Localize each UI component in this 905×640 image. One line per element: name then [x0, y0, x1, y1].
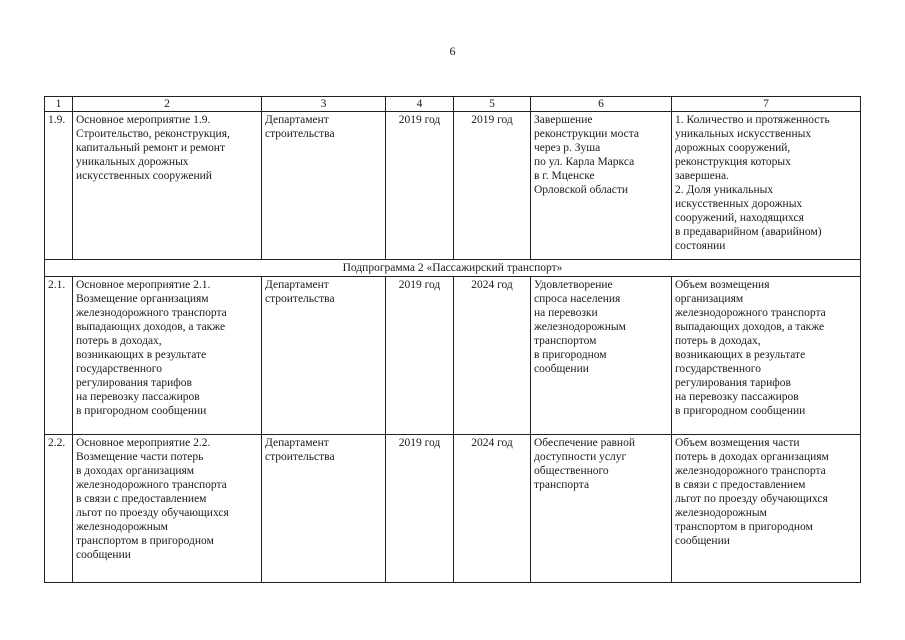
header-cell: 4 — [386, 97, 454, 112]
end-year: 2019 год — [454, 112, 531, 260]
subprogram-title: Подпрограмма 2 «Пассажирский транспорт» — [45, 260, 861, 277]
events-table — [44, 96, 861, 583]
header-cell: 3 — [262, 97, 386, 112]
table-row — [45, 277, 861, 435]
responsible-department: Департамент строительства — [262, 112, 386, 260]
event-name: Основное мероприятие 1.9. Строительство, реконструкция, капитальный ремонт и ремонт уникальных дорожных искусственных сооружений — [73, 112, 262, 260]
end-year: 2024 год — [454, 277, 531, 435]
indicator: Объем возмещения части потерь в доходах организациям железнодорожного транспорта в связи с предоставлением льгот по проезду обучающихся железнодорожным транспортом в пригородном сообщении — [672, 435, 861, 583]
event-name: Основное мероприятие 2.2. Возмещение части потерь в доходах организациям железнодорожного транспорта в связи с предоставлением льгот по проезду обучающихся железнодорожным транспортом в пригородном сообщении — [73, 435, 262, 583]
header-cell: 5 — [454, 97, 531, 112]
header-cell: 2 — [73, 97, 262, 112]
table-row — [45, 112, 861, 260]
subprogram-row — [45, 260, 861, 277]
header-cell: 7 — [672, 97, 861, 112]
expected-result: Удовлетворение спроса населения на перевозки железнодорожным транспортом в пригородном сообщении — [531, 277, 672, 435]
table-row — [45, 435, 861, 583]
row-number: 1.9. — [45, 112, 73, 260]
expected-result: Обеспечение равной доступности услуг общественного транспорта — [531, 435, 672, 583]
indicator: 1. Количество и протяженность уникальных искусственных дорожных сооружений, реконструкция которых завершена. 2. Доля уникальных искусственных дорожных сооружений, находящихся в предаварийном (аварийном) состоянии — [672, 112, 861, 260]
responsible-department: Департамент строительства — [262, 277, 386, 435]
start-year: 2019 год — [386, 112, 454, 260]
indicator: Объем возмещения организациям железнодорожного транспорта выпадающих доходов, а также потерь в доходах, возникающих в результате государственного регулирования тарифов на перевозку пассажиров в пригородном сообщении — [672, 277, 861, 435]
start-year: 2019 год — [386, 277, 454, 435]
header-cell: 1 — [45, 97, 73, 112]
event-name: Основное мероприятие 2.1. Возмещение организациям железнодорожного транспорта выпадающих доходов, а также потерь в доходах, возникающих в результате государственного регулирования тарифов на перевозку пассажиров в пригородном сообщении — [73, 277, 262, 435]
row-number: 2.2. — [45, 435, 73, 583]
header-row — [45, 97, 861, 112]
start-year: 2019 год — [386, 435, 454, 583]
expected-result: Завершение реконструкции моста через р. Зуша по ул. Карла Маркса в г. Мценске Орловской области — [531, 112, 672, 260]
page-number: 6 — [449, 44, 456, 58]
header-cell: 6 — [531, 97, 672, 112]
responsible-department: Департамент строительства — [262, 435, 386, 583]
row-number: 2.1. — [45, 277, 73, 435]
end-year: 2024 год — [454, 435, 531, 583]
